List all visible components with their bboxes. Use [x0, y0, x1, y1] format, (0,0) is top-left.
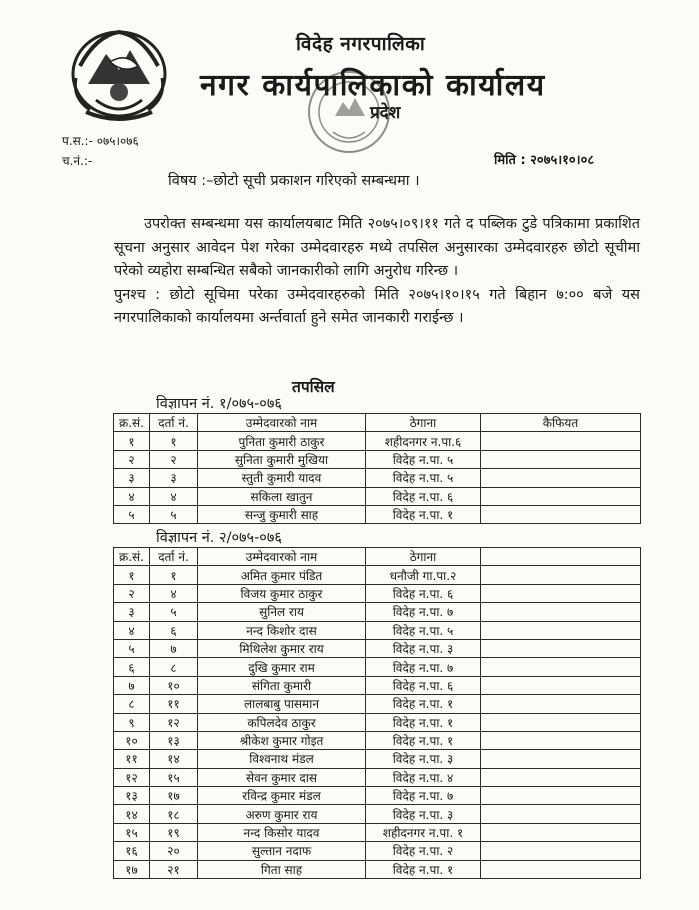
- section-title: तपसिल: [292, 378, 335, 396]
- table-row: [114, 450, 641, 468]
- remarks-cell: [481, 695, 641, 713]
- serial-cell: १: [114, 432, 150, 450]
- location-label: प्रदेश: [370, 103, 401, 123]
- table-row: [114, 713, 641, 731]
- registration-cell: २०: [150, 842, 198, 860]
- address-cell: विदेह न.पा. ७: [366, 787, 481, 805]
- address-cell: शहीदनगर न.पा. १: [366, 823, 481, 841]
- serial-cell: ४: [114, 487, 150, 505]
- candidate-name-cell: संगिता कुमारी: [198, 676, 366, 694]
- table-header-row: [114, 548, 641, 566]
- registration-cell: १०: [150, 676, 198, 694]
- candidate-name-cell: नन्द किशोर दास: [198, 621, 366, 639]
- candidate-name-cell: स्तुती कुमारी यादव: [198, 469, 366, 487]
- candidate-name-cell: अमित कुमार पंडित: [198, 566, 366, 584]
- registration-cell: ८: [150, 658, 198, 676]
- address-cell: विदेह न.पा. १: [366, 505, 481, 523]
- shortlist-table-2: [113, 547, 641, 879]
- address-cell: विदेह न.पा. ५: [366, 469, 481, 487]
- column-header: कैफियत: [481, 414, 641, 432]
- government-emblem-icon: [66, 22, 172, 122]
- office-name: नगर कार्यपालिकाको कार्यालय: [200, 68, 546, 103]
- address-cell: विदेह न.पा. ६: [366, 676, 481, 694]
- remarks-cell: [481, 584, 641, 602]
- serial-cell: २: [114, 450, 150, 468]
- municipality-name: विदेह नगरपालिका: [296, 33, 426, 55]
- table2-body: [114, 566, 641, 879]
- address-cell: विदेह न.पा. ७: [366, 658, 481, 676]
- address-cell: विदेह न.पा. ५: [366, 450, 481, 468]
- remarks-cell: [481, 505, 641, 523]
- registration-cell: ५: [150, 505, 198, 523]
- serial-cell: १३: [114, 787, 150, 805]
- candidate-name-cell: रविन्द्र कुमार मंडल: [198, 787, 366, 805]
- table-header-row: [114, 414, 641, 432]
- registration-cell: ३: [150, 469, 198, 487]
- serial-cell: १: [114, 566, 150, 584]
- remarks-cell: [481, 603, 641, 621]
- serial-cell: ६: [114, 658, 150, 676]
- serial-cell: ५: [114, 639, 150, 657]
- address-cell: विदेह न.पा. ३: [366, 750, 481, 768]
- address-cell: विदेह न.पा. २: [366, 842, 481, 860]
- serial-cell: १२: [114, 768, 150, 786]
- table-row: [114, 676, 641, 694]
- registration-cell: ७: [150, 639, 198, 657]
- candidate-name-cell: श्रीकेश कुमार गोइत: [198, 731, 366, 749]
- remarks-cell: [481, 713, 641, 731]
- registration-cell: ४: [150, 487, 198, 505]
- table1-title: विज्ञापन नं. १/०७५-०७६: [156, 396, 282, 412]
- candidate-name-cell: सेवन कुमार दास: [198, 768, 366, 786]
- table-row: [114, 695, 641, 713]
- registration-cell: १४: [150, 750, 198, 768]
- address-cell: विदेह न.पा. ६: [366, 487, 481, 505]
- serial-cell: ३: [114, 469, 150, 487]
- table-row: [114, 487, 641, 505]
- table-row: [114, 621, 641, 639]
- registration-cell: ४: [150, 584, 198, 602]
- column-header: उम्मेदवारको नाम: [198, 548, 366, 566]
- table-row: [114, 505, 641, 523]
- remarks-cell: [481, 566, 641, 584]
- serial-cell: १५: [114, 823, 150, 841]
- registration-cell: १: [150, 566, 198, 584]
- remarks-cell: [481, 639, 641, 657]
- candidate-name-cell: सुनिल राय: [198, 603, 366, 621]
- address-cell: विदेह न.पा. १: [366, 713, 481, 731]
- table-row: [114, 842, 641, 860]
- table-row: [114, 787, 641, 805]
- candidate-name-cell: लालबाबु पासमान: [198, 695, 366, 713]
- address-cell: विदेह न.पा. १: [366, 860, 481, 878]
- serial-cell: २: [114, 584, 150, 602]
- dispatch-number: च.नं.:-: [62, 154, 93, 168]
- column-header: क्र.सं.: [114, 414, 150, 432]
- remarks-cell: [481, 731, 641, 749]
- remarks-cell: [481, 432, 641, 450]
- table-row: [114, 432, 641, 450]
- table1-body: [114, 432, 641, 524]
- registration-cell: १७: [150, 787, 198, 805]
- candidate-name-cell: विश्वनाथ मंडल: [198, 750, 366, 768]
- candidate-name-cell: सन्जु कुमारी साह: [198, 505, 366, 523]
- serial-cell: १०: [114, 731, 150, 749]
- remarks-cell: [481, 658, 641, 676]
- table-row: [114, 805, 641, 823]
- serial-cell: ८: [114, 695, 150, 713]
- address-cell: विदेह न.पा. ३: [366, 639, 481, 657]
- candidate-name-cell: सुल्तान नदाफ: [198, 842, 366, 860]
- candidate-name-cell: सुनिता कुमारी मुखिया: [198, 450, 366, 468]
- table-row: [114, 731, 641, 749]
- registration-cell: १३: [150, 731, 198, 749]
- candidate-name-cell: कपिलदेव ठाकुर: [198, 713, 366, 731]
- table-row: [114, 860, 641, 878]
- remarks-cell: [481, 676, 641, 694]
- column-header: ठेगाना: [366, 548, 481, 566]
- serial-cell: ५: [114, 505, 150, 523]
- registration-cell: ६: [150, 621, 198, 639]
- column-header: दर्ता नं.: [150, 548, 198, 566]
- table-row: [114, 750, 641, 768]
- document-date: मिति : २०७५।१०।०८: [494, 153, 595, 168]
- candidate-name-cell: नन्द किसोर यादव: [198, 823, 366, 841]
- column-header: दर्ता नं.: [150, 414, 198, 432]
- address-cell: धनौजी गा.पा.२: [366, 566, 481, 584]
- remarks-cell: [481, 860, 641, 878]
- table-row: [114, 823, 641, 841]
- serial-cell: १६: [114, 842, 150, 860]
- serial-cell: ४: [114, 621, 150, 639]
- table-row: [114, 566, 641, 584]
- serial-cell: ९: [114, 713, 150, 731]
- column-header: उम्मेदवारको नाम: [198, 414, 366, 432]
- table-row: [114, 584, 641, 602]
- serial-cell: १४: [114, 805, 150, 823]
- remarks-cell: [481, 469, 641, 487]
- column-header: [481, 548, 641, 566]
- registration-cell: २: [150, 450, 198, 468]
- remarks-cell: [481, 621, 641, 639]
- address-cell: शहीदनगर न.पा.६: [366, 432, 481, 450]
- candidate-name-cell: पुनिता कुमारी ठाकुर: [198, 432, 366, 450]
- serial-cell: ११: [114, 750, 150, 768]
- table2-title: विज्ञापन नं. २/०७५-०७६: [156, 530, 282, 546]
- serial-cell: ३: [114, 603, 150, 621]
- candidate-name-cell: अरुण कुमार राय: [198, 805, 366, 823]
- address-cell: विदेह न.पा. १: [366, 731, 481, 749]
- registration-cell: १: [150, 432, 198, 450]
- remarks-cell: [481, 450, 641, 468]
- table-row: [114, 469, 641, 487]
- table-row: [114, 768, 641, 786]
- registration-cell: ५: [150, 603, 198, 621]
- remarks-cell: [481, 768, 641, 786]
- remarks-cell: [481, 805, 641, 823]
- address-cell: विदेह न.पा. ६: [366, 584, 481, 602]
- registration-cell: १२: [150, 713, 198, 731]
- remarks-cell: [481, 787, 641, 805]
- body-paragraph-1: उपरोक्त सम्बन्धमा यस कार्यालयबाट मिति २०७५।०९।११ गते द पब्लिक टुडे पत्रिकामा प्रकाशित सूचना अनुसार आवेदन पेश गरेका उम्मेदवारहरु मध्ये तपसिल अनुसारका उम्मेदवारहरु छोटो सूचीमा परेको व्यहोरा सम्बन्धित सबैको जानकारीको लागि अनुरोध गरिन्छ ।: [114, 216, 640, 279]
- candidate-name-cell: सकिला खातुन: [198, 487, 366, 505]
- serial-cell: ७: [114, 676, 150, 694]
- serial-cell: १७: [114, 860, 150, 878]
- subject-line: विषय :–छोटो सूची प्रकाशन गरिएको सम्बन्धमा ।: [168, 173, 420, 189]
- registration-cell: २१: [150, 860, 198, 878]
- registration-cell: १५: [150, 768, 198, 786]
- registration-cell: १९: [150, 823, 198, 841]
- address-cell: विदेह न.पा. ३: [366, 805, 481, 823]
- remarks-cell: [481, 823, 641, 841]
- table-row: [114, 658, 641, 676]
- address-cell: विदेह न.पा. ४: [366, 768, 481, 786]
- registration-cell: ११: [150, 695, 198, 713]
- address-cell: विदेह न.पा. ५: [366, 621, 481, 639]
- body-text: [114, 213, 640, 331]
- address-cell: विदेह न.पा. १: [366, 695, 481, 713]
- table-row: [114, 603, 641, 621]
- shortlist-table-1: [113, 413, 641, 524]
- remarks-cell: [481, 487, 641, 505]
- column-header: क्र.सं.: [114, 548, 150, 566]
- remarks-cell: [481, 842, 641, 860]
- candidate-name-cell: विजय कुमार ठाकुर: [198, 584, 366, 602]
- address-cell: विदेह न.पा. ७: [366, 603, 481, 621]
- column-header: ठेगाना: [366, 414, 481, 432]
- candidate-name-cell: दुखि कुमार राम: [198, 658, 366, 676]
- reference-number: प.स.:- ०७५।०७६: [62, 134, 139, 148]
- remarks-cell: [481, 750, 641, 768]
- registration-cell: १८: [150, 805, 198, 823]
- table-row: [114, 639, 641, 657]
- body-paragraph-2: पुनश्च : छोटो सूचिमा परेका उम्मेदवारहरुको मिति २०७५।१०।१५ गते बिहान ७:०० बजे यस नगरपालिकाको कार्यालयमा अर्न्तवार्ता हुने समेत जानकारी गराईन्छ ।: [114, 286, 640, 326]
- candidate-name-cell: मिथिलेश कुमार राय: [198, 639, 366, 657]
- candidate-name-cell: गिता साह: [198, 860, 366, 878]
